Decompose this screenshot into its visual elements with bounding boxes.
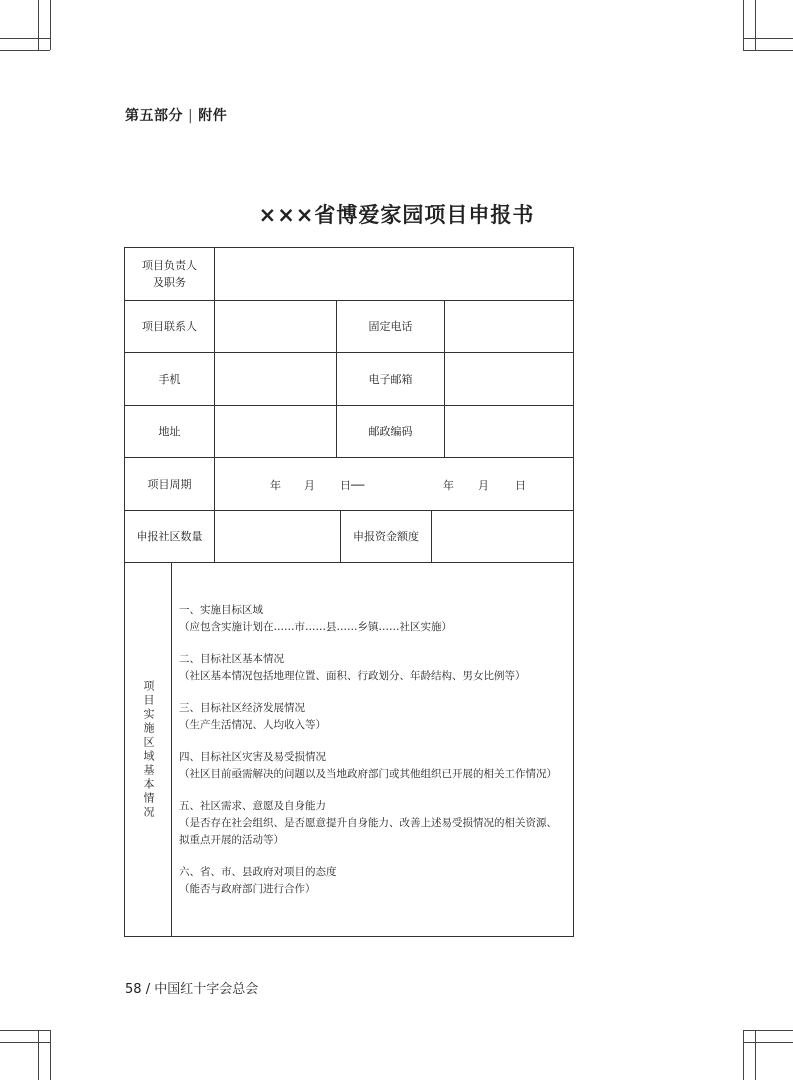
part-label: 第五部分 — [125, 108, 183, 124]
area-item — [179, 798, 571, 849]
end-year-unit: 年 — [443, 479, 454, 492]
community-count-field[interactable] — [215, 511, 340, 562]
area-content[interactable] — [179, 602, 571, 913]
fund-label: 申报资金额度 — [353, 530, 419, 543]
area-item — [179, 864, 571, 898]
mobile-field[interactable] — [215, 353, 336, 405]
footer-separator: / — [145, 982, 151, 997]
area-item-heading: 一、实施目标区域 — [179, 604, 263, 616]
area-item — [179, 700, 571, 734]
area-item-note: （社区基本情况包括地理位置、面积、行政划分、年龄结构、男女比例等） — [179, 670, 526, 682]
area-item-heading: 三、目标社区经济发展情况 — [179, 702, 305, 714]
application-form — [124, 247, 574, 937]
email-label: 电子邮箱 — [368, 372, 413, 386]
area-item-note: （能否与政府部门进行合作） — [179, 883, 316, 895]
address-label: 地址 — [158, 425, 181, 438]
area-item-note: （应包含实施计划在……市……县……乡镇……社区实施） — [179, 621, 452, 633]
start-year-unit: 年 — [270, 479, 281, 492]
end-day-unit: 日 — [515, 479, 526, 492]
area-item-note: （生产生活情况、人均收入等） — [179, 719, 326, 731]
area-item-heading: 二、目标社区基本情况 — [179, 653, 284, 665]
contact-label: 项目联系人 — [142, 320, 197, 333]
area-item-note: 拟重点开展的活动等） — [179, 834, 284, 846]
page-footer — [125, 978, 258, 997]
postcode-field[interactable] — [445, 406, 573, 457]
end-month-unit: 月 — [478, 479, 489, 492]
area-label: 项目实施区域基本情况 — [142, 679, 155, 820]
header-separator: | — [188, 108, 194, 124]
document-title: ×××省博爱家园项目申报书 — [258, 203, 535, 227]
leader-field[interactable] — [215, 248, 573, 300]
area-item-note: （社区目前亟需解决的问题以及当地政府部门或其他组织已开展的相关工作情况） — [179, 768, 557, 780]
area-item-heading: 六、省、市、县政府对项目的态度 — [179, 866, 337, 878]
area-item-heading: 四、目标社区灾害及易受损情况 — [179, 751, 326, 763]
email-field[interactable] — [445, 353, 573, 405]
mobile-label: 手机 — [158, 372, 181, 386]
footer-org: 中国红十字会总会 — [154, 982, 259, 997]
contact-field[interactable] — [215, 301, 336, 352]
area-item-heading: 五、社区需求、意愿及自身能力 — [179, 800, 326, 812]
area-item — [179, 602, 571, 636]
page-number: 58 — [125, 982, 142, 997]
leader-label: 项目负责人 及职务 — [142, 259, 197, 289]
section-label — [125, 105, 227, 125]
area-item — [179, 749, 571, 783]
phone-field[interactable] — [445, 301, 573, 352]
postcode-label: 邮政编码 — [368, 425, 413, 438]
area-item — [179, 651, 571, 685]
start-month-unit: 月 — [304, 479, 315, 492]
start-day-unit: 日── — [340, 479, 365, 492]
phone-label: 固定电话 — [368, 320, 413, 333]
area-item-note: （是否存在社会组织、是否愿意提升自身能力、改善上述易受损情况的相关资源、 — [179, 817, 557, 829]
section-name: 附件 — [198, 108, 228, 124]
community-count-label: 申报社区数量 — [136, 530, 203, 543]
fund-field[interactable] — [432, 511, 573, 562]
period-label: 项目周期 — [147, 477, 192, 491]
address-field[interactable] — [215, 406, 336, 457]
